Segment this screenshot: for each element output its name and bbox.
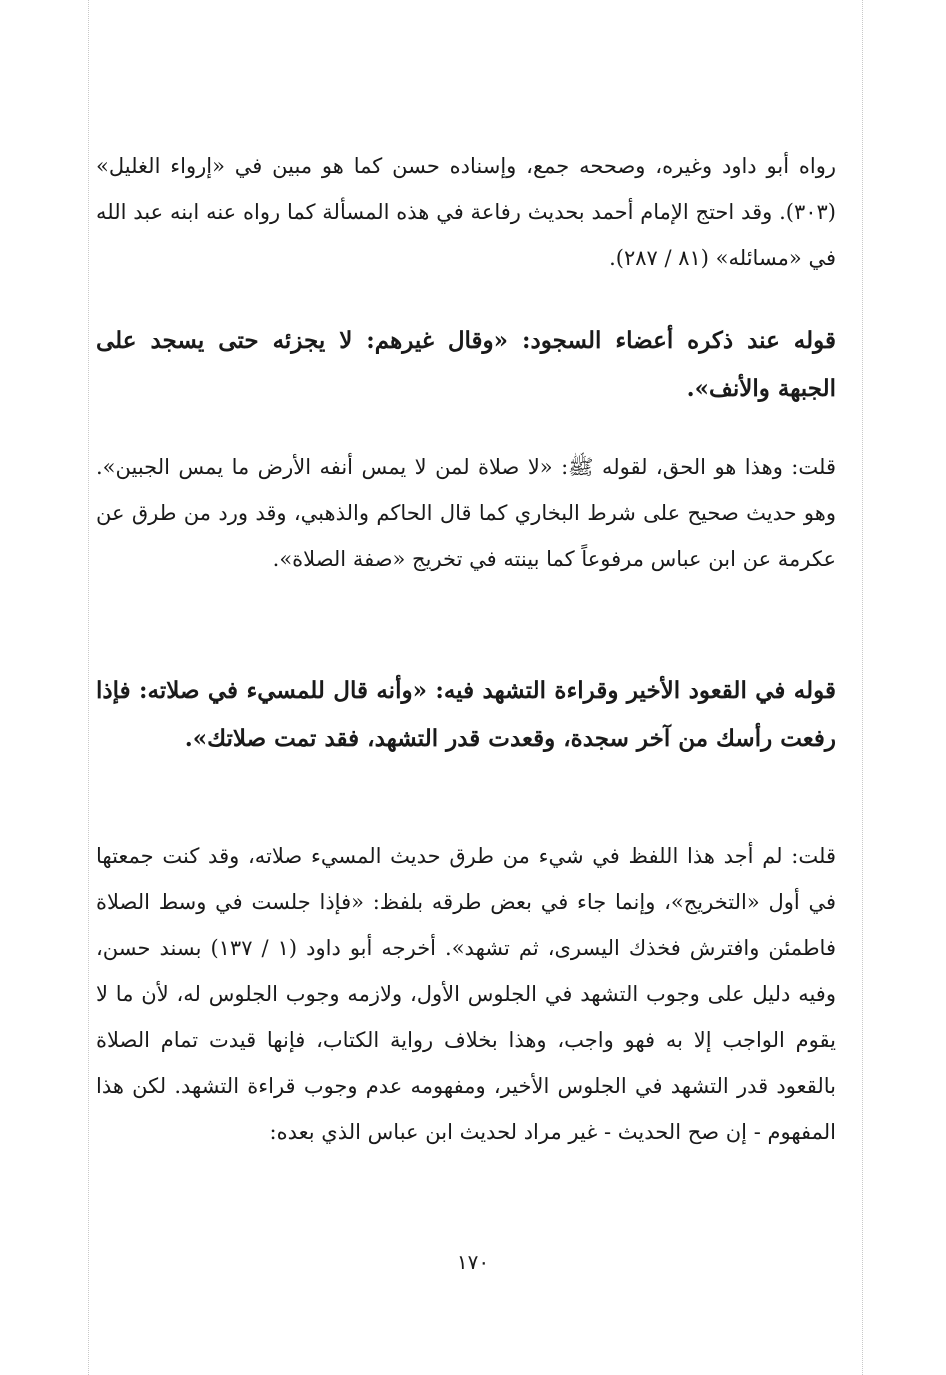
body-paragraph-3: قلت: لم أجد هذا اللفظ في شيء من طرق حديث المسيء صلاته، وقد كنت جمعتها في أول «التخريج»، وإنما جاء في بعض طرقه بلفظ: «فإذا جلست في وسط الصلاة فاطمئن وافترش فخذك اليسرى، ثم تشهد». أخرجه أبو داود (١ / ١٣٧) بسند حسن، وفيه دليل على وجوب التشهد في الجلوس الأول، ولازمه وجوب الجلوس له، لأن ما لا يقوم الواجب إلا به فهو واجب، وهذا بخلاف رواية الكتاب، فإنها قيدت تمام الصلاة بالقعود قدر التشهد في الجلوس الأخير، ومفهومه عدم وجوب قراءة التشهد. لكن هذا المفهوم - إن صح الحديث - غير مراد لحديث ابن عباس الذي بعده:: [96, 844, 836, 1144]
scan-guide-line-left: [88, 0, 89, 1375]
scan-guide-line-right: [862, 0, 863, 1375]
body-paragraph-1: رواه أبو داود وغيره، وصححه جمع، وإسناده حسن كما هو مبين في «إرواء الغليل» (٣٠٣). وقد احتج الإمام أحمد بحديث رفاعة في هذه المسألة كما رواه عنه ابنه عبد الله في «مسائله» (٨١ / ٢٨٧).: [96, 154, 836, 270]
body-paragraph-2: قلت: وهذا هو الحق، لقوله ﷺ: «لا صلاة لمن لا يمس أنفه الأرض ما يمس الجبين». وهو حديث صحيح على شرط البخاري كما قال الحاكم والذهبي، وقد ورد من طرق عن عكرمة عن ابن عباس مرفوعاً كما بينته في تخريج «صفة الصلاة».: [96, 455, 836, 571]
page-number: ١٧٠: [456, 1250, 490, 1274]
quoted-heading-1: قوله عند ذكره أعضاء السجود: «وقال غيرهم: لا يجزئه حتى يسجد على الجبهة والأنف».: [96, 327, 836, 402]
quoted-heading-2: قوله في القعود الأخير وقراءة التشهد فيه: «وأنه قال للمسيء في صلاته: فإذا رفعت رأسك من آخر سجدة، وقعدت قدر التشهد، فقد تمت صلاتك».: [96, 677, 836, 752]
